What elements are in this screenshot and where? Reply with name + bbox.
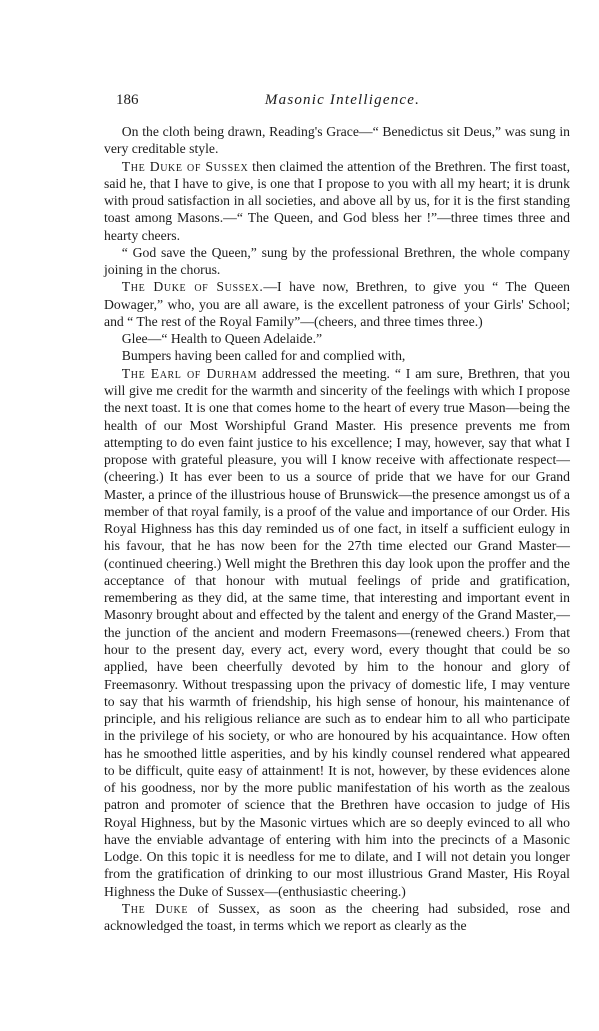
speaker-name: The Earl of Durham [121, 365, 258, 381]
paragraph-duke-reply [104, 900, 570, 935]
paragraph-queen-dowager-toast [104, 278, 570, 330]
paragraph-text: of Sussex, as soon as the cheering had subsided, rose and acknowledged the toast, in terms which we report as clearly as the [104, 900, 570, 934]
article-body [104, 123, 570, 934]
paragraph-text: then claimed the attention of the Brethren. The first toast, said he, that I have to give, is one that I propose to you with all my heart; it is drunk with proud satisfaction in all societies, and above all by us, for it is the first standing toast among Masons.—“ The Queen, and God bless her !”—three times three and hearty cheers. [104, 158, 570, 243]
speaker-name: The Duke of Sussex. [121, 279, 264, 295]
running-title: Masonic Intelligence. [264, 92, 421, 108]
paragraph-text: Bumpers having been called for and complied with, [121, 348, 406, 364]
page-number: 186 [116, 92, 139, 108]
paragraph-text: addressed the meeting. “ I am sure, Brethren, that you will give me credit for the warmth and sincerity of the feelings with which I propose the next toast. It is one that comes home to the heart of every true Mason—being the health of our Most Worshipful Grand Master. His presence prevents me from attempting to do even faint justice to his excellence; I may, however, say that what I propose with grateful pleasure, you will I know receive with affectionate respect—(cheering.) It has ever been to us a source of pride that we have for our Grand Master, a prince of the illustrious house of Brunswick—the presence amongst us of a member of that royal family, is a proof of the value and importance of our Order. His Royal Highness has this day reminded us of one fact, in itself a sufficient eulogy in his favour, that he has now been for the 27th time elected our Grand Master—(continued cheering.) Well might the Brethren this day look upon the proffer and the acceptance of that honour with mutual feelings of pride and gratification, remembering as they did, at the same time, that interesting and important event in Masonry brought about and effected by the talent and energy of the Grand Master,—the junction of the ancient and modern Freemasons—(renewed cheers.) From that hour to the present day, every act, every word, every thought that could be so applied, have been cheerfully devoted by him to the honour and glory of Freemasonry. Without trespassing upon the privacy of domestic life, I may venture to say that his warmth of friendship, his high sense of honour, his maintenance of principle, and his religious reliance are such as to endear him to all who participate in the privilege of his society, or who are honoured by his acquaintance. How often has he smoothed little asperities, and by his kindly counsel rendered what appeared to be difficult, quite easy of attainment! It is not, however, by these evidences alone of his goodness, nor by the more public manifestation of his worth as the zealous patron and promoter of science that the Brethren have occasion to judge of His Royal Highness, but by the Masonic virtues which are so deeply evinced to all who have the enviable advantage of entering with him into the precincts of a Masonic Lodge. On this topic it is needless for me to dilate, and I will not detain you longer from the gratification of drinking to our most illustrious Grand Master, His Royal Highness the Duke of Sussex—(enthusiastic cheering.) [104, 365, 570, 899]
paragraph-earl-of-durham-speech [104, 365, 570, 900]
page-header [116, 92, 569, 114]
paragraph-bumpers [104, 347, 570, 364]
paragraph-text: “ God save the Queen,” sung by the professional Brethren, the whole company joining in the chorus. [104, 244, 570, 278]
paragraph-text: Glee—“ Health to Queen Adelaide.” [121, 331, 323, 347]
paragraph-anthem [104, 244, 570, 279]
paragraph-text: On the cloth being drawn, Reading's Grace—“ Benedictus sit Deus,” was sung in very creditable style. [104, 124, 570, 157]
paragraph-grace [104, 123, 570, 158]
paragraph-text: —I have now, Brethren, to give you “ The Queen Dowager,” who, you are all aware, is the excellent patroness of your Girls' School; and “ The rest of the Royal Family”—(cheers, and three times three.) [104, 279, 570, 329]
speaker-name: The Duke [121, 900, 189, 916]
speaker-name: The Duke of Sussex [121, 158, 249, 174]
paragraph-glee [104, 330, 570, 347]
paragraph-queen-toast [104, 158, 570, 244]
